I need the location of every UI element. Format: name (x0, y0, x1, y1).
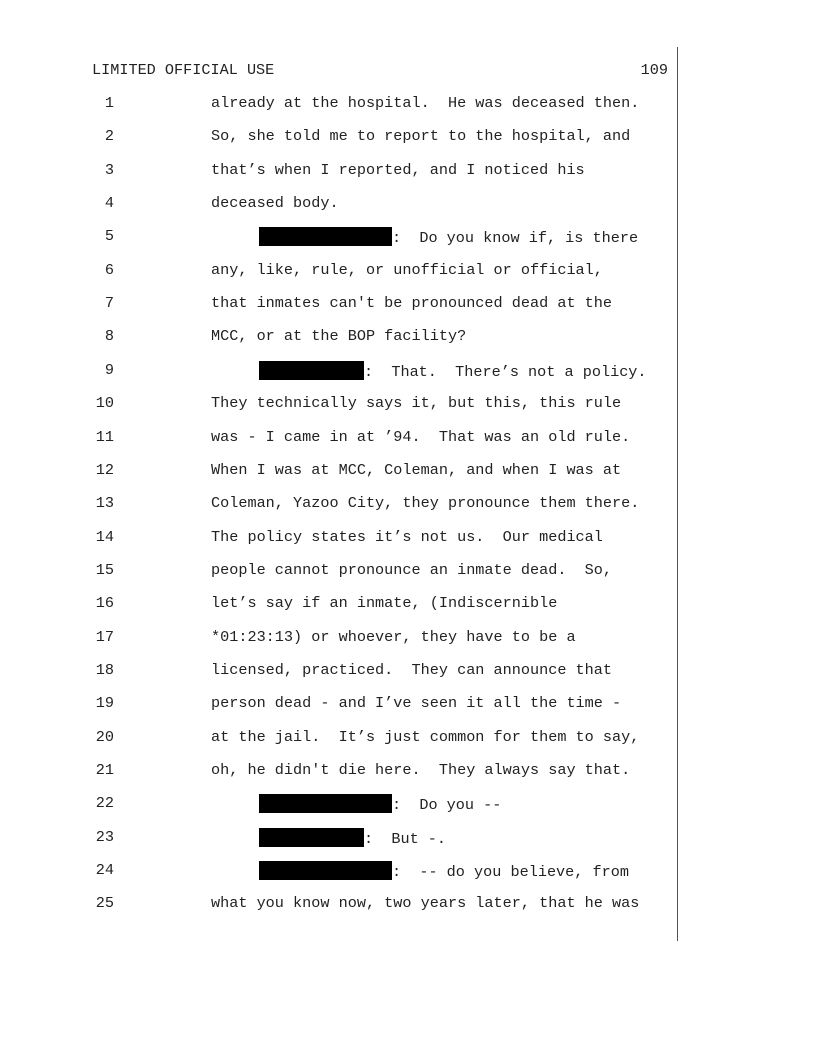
line-number: 20 (95, 728, 114, 746)
line-number: 3 (104, 161, 114, 179)
line-text: what you know now, two years later, that he was (211, 894, 640, 912)
transcript-line (0, 528, 816, 548)
line-number: 22 (95, 794, 114, 812)
speaker-line-text (259, 227, 638, 247)
redaction-box (259, 861, 392, 880)
line-number: 13 (95, 494, 114, 512)
redaction-box (259, 794, 392, 813)
line-number: 7 (104, 294, 114, 312)
line-text: people cannot pronounce an inmate dead. So, (211, 561, 613, 579)
line-number: 21 (95, 761, 114, 779)
line-text: oh, he didn't die here. They always say that. (211, 761, 631, 779)
speaker-line-text (259, 794, 501, 814)
transcript-line (0, 94, 816, 114)
line-number: 24 (95, 861, 114, 879)
transcript-line (0, 361, 816, 381)
line-number: 8 (104, 327, 114, 345)
transcript-line (0, 461, 816, 481)
line-text: any, like, rule, or unofficial or official, (211, 261, 603, 279)
transcript-line (0, 294, 816, 314)
speaker-line-text (259, 361, 647, 381)
line-text: So, she told me to report to the hospital, and (211, 127, 631, 145)
page-number: 109 (640, 61, 668, 79)
speaker-line-text (259, 861, 629, 881)
line-text: Coleman, Yazoo City, they pronounce them there. (211, 494, 640, 512)
transcript-line (0, 628, 816, 648)
transcript-line (0, 728, 816, 748)
line-number: 4 (104, 194, 114, 212)
transcript-line (0, 428, 816, 448)
classification-marking: LIMITED OFFICIAL USE (92, 61, 275, 79)
transcript-line (0, 194, 816, 214)
transcript-line (0, 861, 816, 881)
line-number: 1 (104, 94, 114, 112)
line-text: let’s say if an inmate, (Indiscernible (211, 594, 558, 612)
transcript-line (0, 261, 816, 281)
line-text: *01:23:13) or whoever, they have to be a (211, 628, 576, 646)
transcript-line (0, 661, 816, 681)
redaction-box (259, 227, 392, 246)
speaker-text: : That. There’s not a policy. (364, 363, 647, 381)
line-text: The policy states it’s not us. Our medical (211, 528, 603, 546)
transcript-line (0, 794, 816, 814)
redaction-box (259, 828, 364, 847)
transcript-line (0, 828, 816, 848)
transcript-line (0, 227, 816, 247)
line-number: 5 (104, 227, 114, 245)
transcript-line (0, 161, 816, 181)
transcript-line (0, 327, 816, 347)
line-number: 9 (104, 361, 114, 379)
speaker-text: : But -. (364, 830, 447, 848)
redaction-box (259, 361, 364, 380)
line-text: at the jail. It’s just common for them to say, (211, 728, 640, 746)
speaker-text: : -- do you believe, from (392, 863, 629, 881)
line-number: 23 (95, 828, 114, 846)
line-number: 16 (95, 594, 114, 612)
transcript-line (0, 561, 816, 581)
line-text: They technically says it, but this, this rule (211, 394, 622, 412)
line-number: 2 (104, 127, 114, 145)
line-text: When I was at MCC, Coleman, and when I was at (211, 461, 622, 479)
speaker-text: : Do you -- (392, 796, 502, 814)
line-number: 10 (95, 394, 114, 412)
line-number: 17 (95, 628, 114, 646)
line-text: already at the hospital. He was deceased then. (211, 94, 640, 112)
speaker-line-text (259, 828, 446, 848)
line-number: 14 (95, 528, 114, 546)
line-number: 25 (95, 894, 114, 912)
transcript-line (0, 594, 816, 614)
line-text: that’s when I reported, and I noticed his (211, 161, 585, 179)
line-number: 6 (104, 261, 114, 279)
line-text: was - I came in at ’94. That was an old rule. (211, 428, 631, 446)
line-text: deceased body. (211, 194, 339, 212)
line-text: person dead - and I’ve seen it all the time - (211, 694, 622, 712)
line-number: 15 (95, 561, 114, 579)
transcript-line (0, 127, 816, 147)
line-number: 19 (95, 694, 114, 712)
line-number: 12 (95, 461, 114, 479)
line-text: MCC, or at the BOP facility? (211, 327, 467, 345)
transcript-line (0, 694, 816, 714)
transcript-line (0, 761, 816, 781)
transcript-line (0, 494, 816, 514)
line-number: 11 (95, 428, 114, 446)
line-text: licensed, practiced. They can announce that (211, 661, 613, 679)
speaker-text: : Do you know if, is there (392, 229, 639, 247)
line-number: 18 (95, 661, 114, 679)
transcript-line (0, 394, 816, 414)
transcript-line (0, 894, 816, 914)
line-text: that inmates can't be pronounced dead at the (211, 294, 613, 312)
